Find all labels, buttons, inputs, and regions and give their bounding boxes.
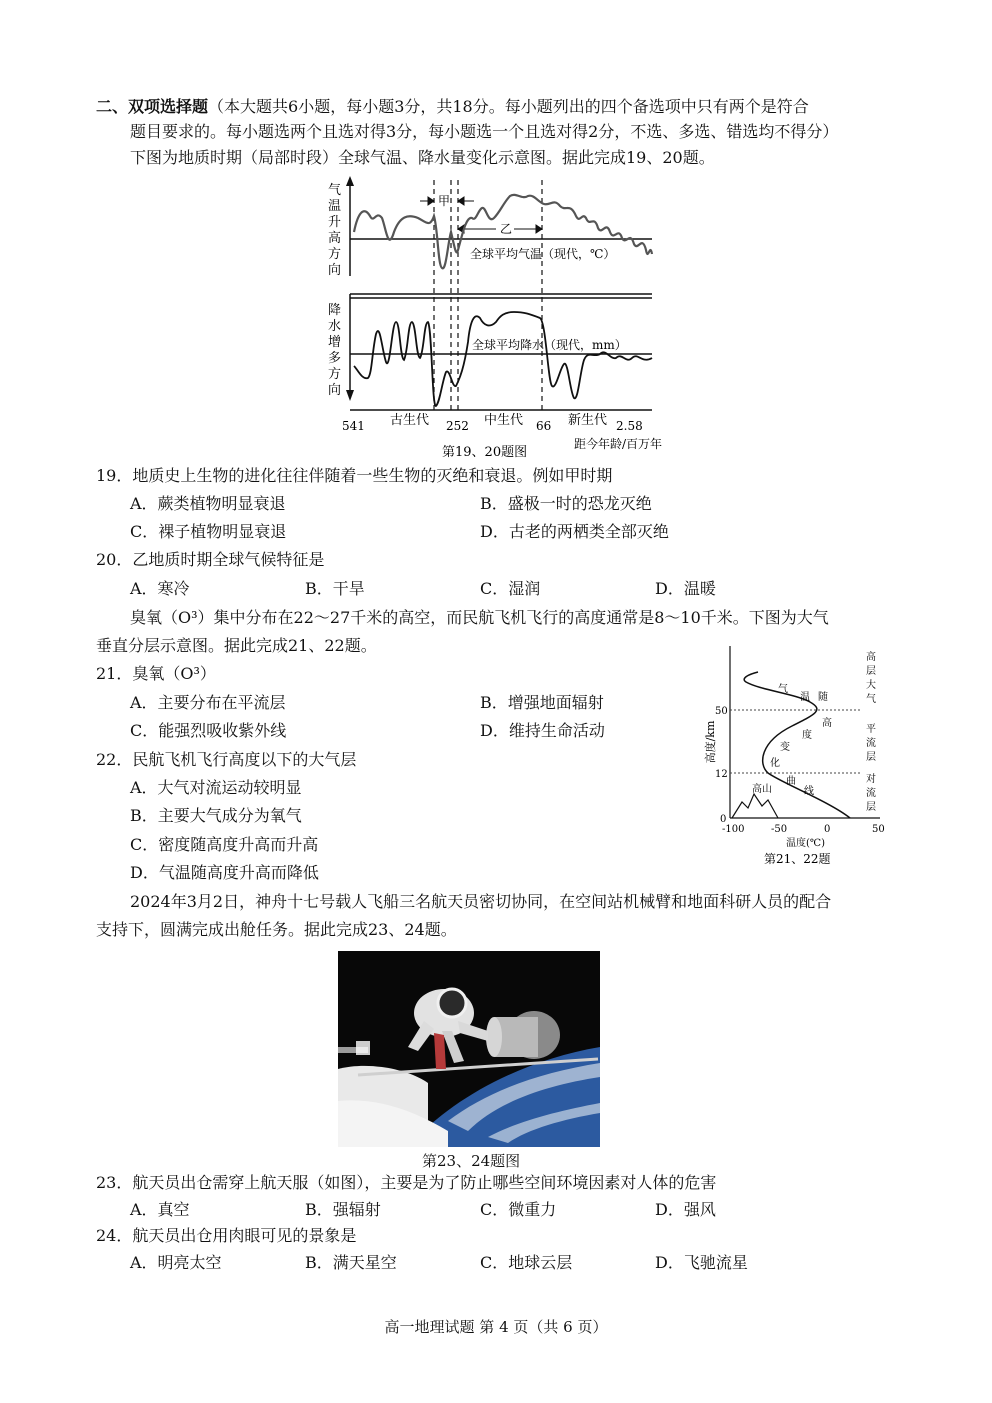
layer-top-char: 层	[866, 666, 876, 677]
q24-option-d: D．飞驰流星	[655, 1253, 748, 1272]
layer-top-char: 气	[866, 694, 876, 705]
q22-option-c: C．密度随高度升高而升高	[130, 835, 319, 854]
label-yi: 乙	[500, 222, 513, 236]
y-label-precip-char: 降	[328, 303, 342, 318]
atmo-ytick: 50	[715, 706, 728, 717]
atmo-xlabel: 温度(℃)	[786, 838, 825, 849]
curve-label-char: 度	[802, 730, 812, 741]
q20-stem: 20．乙地质时期全球气候特征是	[96, 550, 325, 569]
tick-541: 541	[342, 419, 365, 433]
q24-option-c: C．地球云层	[480, 1253, 573, 1272]
figure-21-22	[700, 642, 900, 870]
tick-66: 66	[536, 419, 552, 433]
curve-label-char: 曲	[786, 776, 796, 787]
x-unit: 距今年龄/百万年	[574, 437, 663, 451]
atmo-x-ticks	[722, 824, 885, 835]
precipitation-curve	[354, 312, 652, 406]
precip-line-label: 全球平均降水（现代，mm）	[472, 338, 627, 352]
curve-label-char: 高	[822, 718, 832, 729]
q24-stem: 24．航天员出仓用肉眼可见的景象是	[96, 1226, 357, 1245]
q23-option-a: A．真空	[130, 1200, 190, 1219]
curve-label-char: 化	[770, 758, 780, 769]
q20-option-a: A．寒冷	[130, 579, 190, 598]
curve-label-char: 气	[778, 684, 788, 695]
q19-option-c: C．裸子植物明显衰退	[130, 522, 287, 541]
section-desc-2: 题目要求的。每小题选两个且选对得3分，每小题选一个且选对得2分，不选、多选、错选均不得分）	[130, 122, 839, 141]
era-labels	[390, 412, 607, 428]
y-label-precip	[328, 303, 341, 398]
y-label-precip-char: 多	[328, 351, 342, 366]
q24-option-a: A．明亮太空	[130, 1253, 222, 1272]
curve-label-char: 随	[818, 692, 828, 703]
q19-option-d: D．古老的两栖类全部灭绝	[480, 522, 669, 541]
atmo-ytick: 12	[715, 769, 728, 780]
q20-option-b: B．干旱	[305, 579, 365, 598]
q20-option-d: D．温暖	[655, 579, 716, 598]
curve-label-char: 温	[800, 692, 810, 703]
intro-21-22-line2: 垂直分层示意图。据此完成21、22题。	[96, 636, 377, 655]
era-paleozoic: 古生代	[390, 413, 430, 428]
y-label-temp	[328, 183, 341, 278]
y-label-temp-char: 气	[328, 183, 342, 198]
layer-top-char: 大	[866, 680, 876, 691]
q19-stem: 19．地质史上生物的进化往往伴随着一些生物的灭绝和衰退。例如甲时期	[96, 466, 613, 485]
figure-caption-21-22: 第21、22题	[764, 852, 831, 866]
y-label-precip-char: 向	[328, 383, 342, 398]
layer-mid-char: 层	[866, 752, 876, 763]
figure-19-20	[318, 172, 678, 464]
layer-bottom-char: 对	[866, 774, 876, 785]
era-cenozoic: 新生代	[568, 413, 608, 428]
atmo-ytick: 0	[720, 814, 727, 825]
intro-21-22-line1: 臭氧（O³）集中分布在22～27千米的高空，而民航飞机飞行的高度通常是8～10千米。下图为大气	[130, 608, 829, 627]
label-jia: 甲	[438, 194, 451, 208]
photo-caption: 第23、24题图	[422, 1152, 521, 1170]
layer-mid-char: 平	[866, 724, 876, 735]
q22-option-d: D．气温随高度升高而降低	[130, 863, 319, 882]
layer-top-char: 高	[866, 652, 876, 663]
q20-option-c: C．湿润	[480, 579, 541, 598]
atmo-xtick: 50	[872, 824, 885, 835]
layer-boundaries	[730, 710, 860, 773]
astronaut-photo	[338, 951, 600, 1147]
temp-line-label: 全球平均气温（现代，℃）	[470, 247, 616, 261]
q21-stem: 21．臭氧（O³）	[96, 664, 216, 683]
q21-option-b: B．增强地面辐射	[480, 693, 604, 712]
intro-19-20: 下图为地质时期（局部时段）全球气温、降水量变化示意图。据此完成19、20题。	[130, 148, 715, 167]
curve-label-char: 线	[804, 786, 814, 797]
y-label-precip-char: 增	[328, 335, 342, 350]
layer-mid-char: 流	[866, 738, 876, 749]
tick-252: 252	[446, 419, 469, 433]
q23-stem: 23．航天员出仓需穿上航天服（如图），主要是为了防止哪些空间环境因素对人体的危害	[96, 1173, 717, 1192]
y-label-precip-char: 方	[328, 367, 342, 382]
q23-option-c: C．微重力	[480, 1200, 557, 1219]
layer-bottom-char: 层	[866, 802, 876, 813]
intro-23-24-line2: 支持下，圆满完成出舱任务。据此完成23、24题。	[96, 920, 457, 939]
era-mesozoic: 中生代	[484, 413, 524, 428]
y-label-temp-char: 温	[328, 199, 342, 214]
q19-option-b: B．盛极一时的恐龙灭绝	[480, 494, 652, 513]
atmo-xtick: -100	[722, 824, 745, 835]
y-label-temp-char: 向	[328, 263, 342, 278]
y-label-precip-char: 水	[328, 319, 342, 334]
q21-option-a: A．主要分布在平流层	[130, 693, 286, 712]
atmo-xtick: 0	[824, 824, 831, 835]
intro-23-24-line1: 2024年3月2日，神舟十七号载人飞船三名航天员密切协同，在空间站机械臂和地面科研人员的配合	[130, 892, 832, 911]
q22-option-a: A．大气对流运动较明显	[130, 778, 302, 797]
layer-bottom-char: 流	[866, 788, 876, 799]
y-label-temp-char: 高	[328, 231, 342, 246]
y-label-temp-char: 方	[328, 247, 342, 262]
atmo-temp-curve	[744, 672, 850, 818]
curve-label-char: 变	[780, 742, 790, 753]
section-title: 二、双项选择题	[96, 97, 209, 116]
mountain-icon	[732, 794, 778, 818]
q22-option-b: B．主要大气成分为氧气	[130, 806, 302, 825]
q22-stem: 22．民航飞机飞行高度以下的大气层	[96, 750, 357, 769]
figure-caption-19-20: 第19、20题图	[442, 445, 528, 460]
section-desc-1: （本大题共6小题，每小题3分，共18分。每小题列出的四个备选项中只有两个是符合	[208, 97, 809, 116]
q19-option-a: A．蕨类植物明显衰退	[130, 494, 286, 513]
atmo-ylabel: 高度/km	[704, 720, 717, 764]
q21-option-d: D．维持生命活动	[480, 721, 605, 740]
page-footer: 高一地理试题 第 4 页（共 6 页）	[384, 1318, 608, 1336]
y-label-temp-char: 升	[328, 215, 342, 230]
q21-option-c: C．能强烈吸收紫外线	[130, 721, 287, 740]
atmo-xtick: -50	[771, 824, 788, 835]
q24-option-b: B．满天星空	[305, 1253, 397, 1272]
tick-2-58: 2.58	[616, 419, 643, 433]
mountain-label: 高山	[752, 784, 772, 795]
q23-option-d: D．强风	[655, 1200, 716, 1219]
section-header	[96, 96, 809, 118]
layer-names	[866, 650, 876, 813]
q23-option-b: B．强辐射	[305, 1200, 381, 1219]
